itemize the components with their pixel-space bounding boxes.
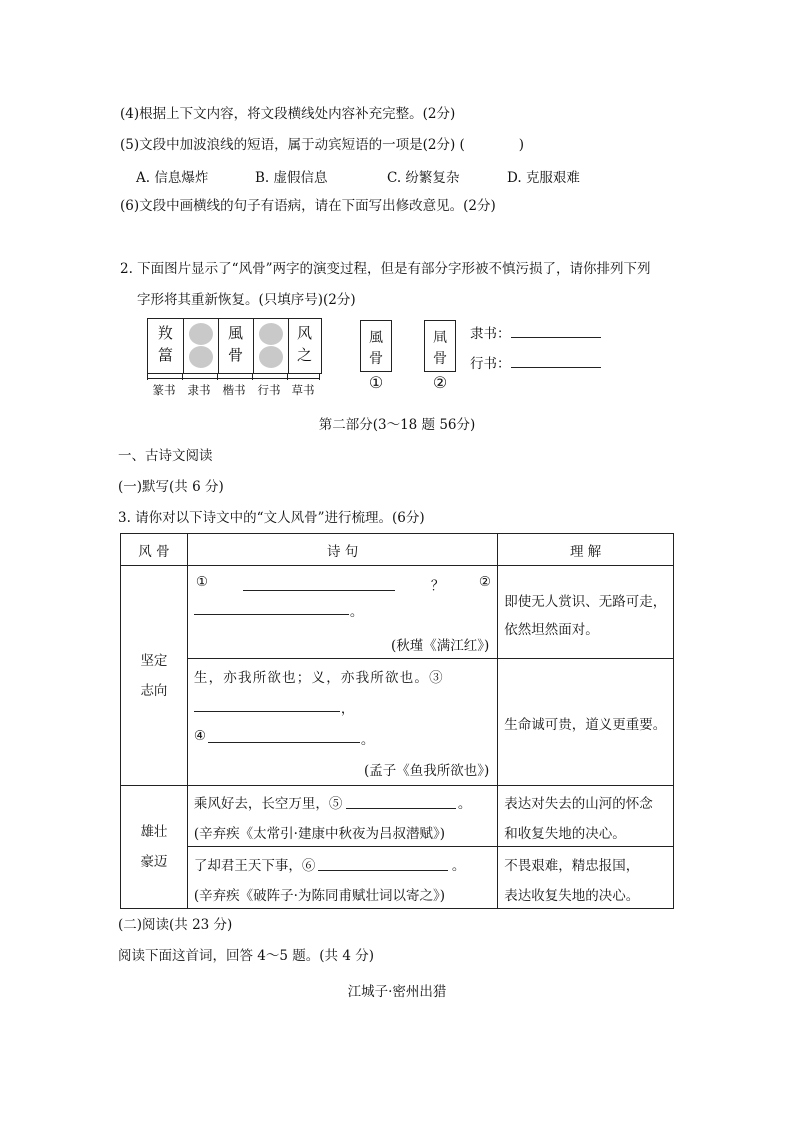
- verse-cell-3: [187, 786, 497, 847]
- understanding-line: 表达对失去的山河的怀念: [504, 796, 653, 812]
- part2-title: 第二部分(3～18 题 56分): [318, 417, 476, 433]
- option-a: A. 信息爆炸: [136, 170, 209, 186]
- understanding-line: 依然坦然面对。: [504, 622, 599, 638]
- verse-text: 了却君王天下事，⑥: [193, 858, 316, 874]
- label-line: 坚定: [140, 652, 168, 669]
- option-d: D. 克服艰难: [507, 170, 580, 186]
- label-line: 豪迈: [140, 854, 168, 870]
- timeline-tick: [182, 374, 183, 380]
- understanding-line: 即使无人赏识、无路可走，: [504, 594, 667, 610]
- subsection-1-heading: (一)默写(共 6 分): [118, 479, 224, 495]
- blank-3[interactable]: [194, 697, 340, 712]
- timeline-tick: [319, 374, 320, 380]
- header-shiju: 诗 句: [187, 534, 497, 566]
- stage-clerical-damaged: [183, 319, 219, 373]
- answer-blank[interactable]: [511, 323, 601, 338]
- blank-6[interactable]: [318, 856, 448, 871]
- group-2-label: [121, 786, 188, 909]
- timeline-tick: [252, 374, 253, 380]
- answer-running: [470, 353, 601, 373]
- glyph-bottom: 之: [296, 346, 312, 364]
- glyph-top: 風: [369, 330, 383, 346]
- blank-1[interactable]: [243, 576, 395, 591]
- choice-2-box: [424, 320, 456, 372]
- group-1-label: [121, 566, 188, 786]
- choice-1-mark: ①: [368, 373, 384, 392]
- label-line: 雄壮: [140, 824, 168, 840]
- choice-1-box: [360, 320, 392, 372]
- glyph-bottom: 骨: [433, 351, 447, 367]
- understanding-line: 不畏艰难，精忠报国，: [504, 858, 640, 874]
- blank-5[interactable]: [346, 794, 456, 809]
- answer-blank[interactable]: [511, 353, 601, 368]
- question-2-line2: 字形将其重新恢复。(只填序号)(2分): [137, 292, 356, 308]
- period: 。: [360, 732, 375, 748]
- answer-label: 行书：: [470, 356, 511, 372]
- understanding-line: 生命诚可贵，道义更重要。: [504, 717, 667, 733]
- table-header-row: [121, 534, 674, 566]
- table-row: [121, 786, 674, 847]
- smudge: [189, 346, 213, 368]
- understanding-cell-4: [498, 847, 674, 909]
- verse-cell-4: [187, 847, 497, 909]
- question-4: (4)根据上下文内容，将文段横线处内容补充完整。(2分): [120, 106, 456, 122]
- question-2-line1: 2. 下面图片显示了“风骨”两字的演变过程，但是有部分字形被不慎污损了，请你排列下列: [120, 261, 651, 277]
- timeline-tick: [217, 374, 218, 380]
- blank-4[interactable]: [208, 728, 360, 743]
- blank-marker: ①: [195, 574, 208, 590]
- subsection-2-heading: (二)阅读(共 23 分): [118, 917, 233, 933]
- understanding-cell-1: [498, 566, 674, 659]
- glyph-top: 凬: [433, 330, 447, 346]
- stage-cursive: [288, 319, 321, 373]
- blank-marker: ②: [478, 574, 491, 590]
- stage-regular: [218, 319, 254, 373]
- verse-text: 生，亦我所欲也；义，亦我所欲也。③: [193, 670, 444, 686]
- understanding-cell-2: [498, 659, 674, 786]
- glyph-bottom: 骨: [369, 351, 383, 367]
- glyph-bottom: 䈏: [157, 346, 173, 364]
- reading-intro: 阅读下面这首词，回答 4～5 题。(共 4 分): [118, 948, 374, 964]
- option-b: B. 虚假信息: [255, 170, 328, 186]
- table-row: [121, 659, 674, 786]
- answer-clerical: [470, 323, 601, 343]
- caption-cursive: 草书: [291, 383, 315, 397]
- stage-running-damaged: [253, 319, 289, 373]
- source: (辛弃疾《太常引·建康中秋夜为吕叔潜赋》): [193, 826, 445, 842]
- comma: ，: [340, 701, 355, 717]
- timeline-tick: [147, 374, 148, 380]
- blank-2[interactable]: [194, 600, 349, 615]
- caption-running: 行书: [257, 383, 281, 397]
- understanding-line: 和收复失地的决心。: [504, 826, 626, 842]
- section-1-heading: 一、古诗文阅读: [118, 448, 213, 464]
- header-fenggu: 风 骨: [121, 534, 188, 566]
- question-3: 3. 请你对以下诗文中的“文人风骨”进行梳理。(6分): [118, 510, 425, 526]
- table-row: [121, 566, 674, 659]
- timeline-axis: [147, 378, 320, 379]
- label-line: 志向: [140, 682, 168, 699]
- caption-regular: 楷书: [222, 383, 246, 397]
- stage-seal: [148, 319, 184, 373]
- source: (辛弃疾《破阵子·为陈同甫赋壮词以寄之》): [193, 888, 445, 904]
- smudge: [259, 346, 283, 368]
- choice-2-mark: ②: [432, 373, 448, 392]
- period: 。: [457, 796, 472, 812]
- understanding-cell-3: [498, 786, 674, 847]
- poem-title: 江城子·密州出猎: [347, 984, 447, 1000]
- option-c: C. 纷繁复杂: [387, 170, 460, 186]
- caption-clerical: 隶书: [187, 383, 211, 397]
- caption-seal: 篆书: [152, 383, 176, 397]
- question-mark: ？: [430, 578, 445, 594]
- verse-cell-2: [187, 659, 497, 786]
- source: (秋瑾《满江红》): [391, 638, 490, 654]
- understanding-line: 表达收复失地的决心。: [504, 888, 640, 904]
- header-lijie: 理 解: [498, 534, 674, 566]
- question-5: (5)文段中加波浪线的短语，属于动宾短语的一项是(2分) ( ): [120, 137, 525, 153]
- answer-label: 隶书：: [470, 326, 511, 342]
- poem-table: [120, 533, 674, 909]
- smudge: [259, 323, 283, 345]
- glyph-top: 䍩: [157, 324, 173, 342]
- glyph-top: 風: [227, 324, 243, 342]
- evolution-strip: [147, 318, 322, 374]
- verse-cell-1: [187, 566, 497, 659]
- table-row: [121, 847, 674, 909]
- smudge: [189, 323, 213, 345]
- source: (孟子《鱼我所欲也》): [364, 763, 490, 779]
- timeline-tick: [287, 374, 288, 380]
- question-6: (6)文段中画横线的句子有语病，请在下面写出修改意见。(2分): [120, 198, 496, 214]
- glyph-bottom: 骨: [227, 346, 243, 364]
- glyph-top: 风: [296, 324, 312, 342]
- period: 。: [349, 604, 364, 620]
- period: 。: [451, 858, 466, 874]
- blank-marker: ④: [193, 728, 206, 744]
- verse-text: 乘风好去，长空万里，⑤: [193, 796, 343, 812]
